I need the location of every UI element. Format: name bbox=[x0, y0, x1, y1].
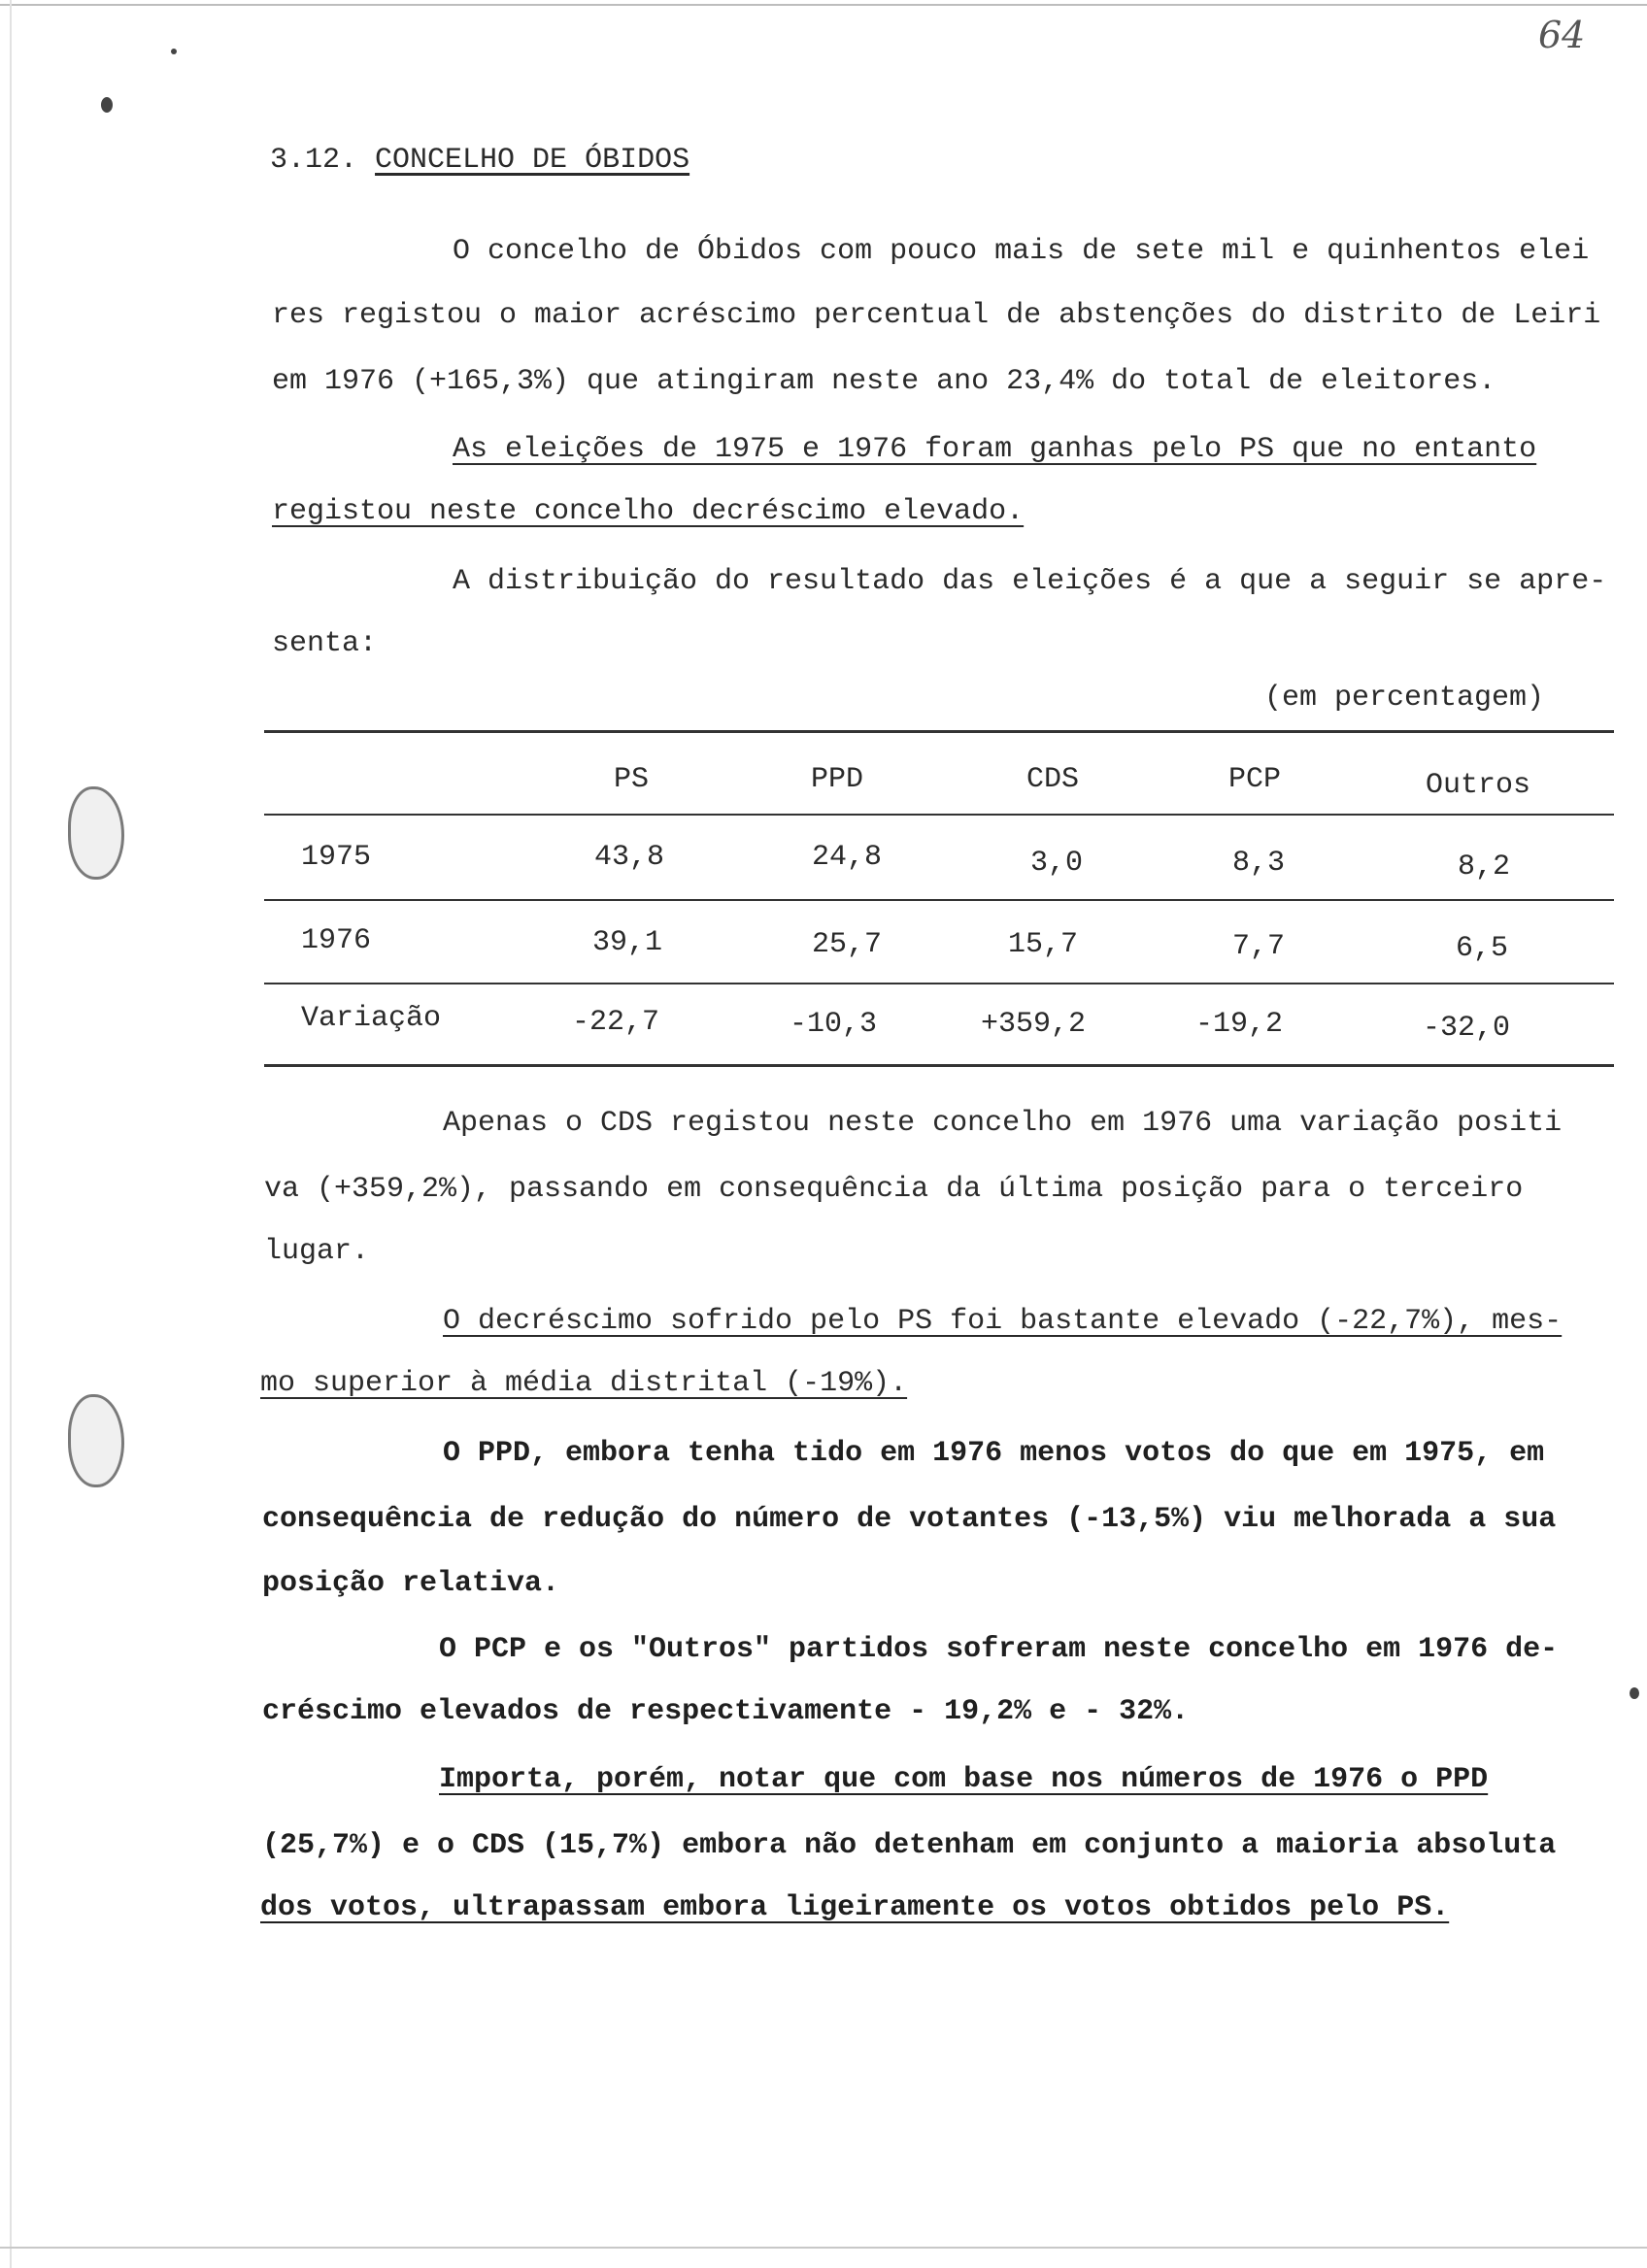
text-line: O PCP e os "Outros" partidos sofreram neste concelho em 1976 de- bbox=[439, 1633, 1559, 1666]
text-line: consequência de redução do número de votantes (-13,5%) viu melhorada a sua bbox=[262, 1503, 1557, 1536]
ink-speck bbox=[1630, 1687, 1639, 1699]
text-line-underlined: registou neste concelho decréscimo elevado. bbox=[272, 495, 1025, 528]
text-line-underlined: As eleições de 1975 e 1976 foram ganhas pelo PS que no entanto bbox=[453, 433, 1537, 466]
text-line: A distribuição do resultado das eleições é a que a seguir se apre- bbox=[453, 565, 1607, 598]
table-cell: 8,2 bbox=[1457, 850, 1511, 884]
table-cell: 25,7 bbox=[811, 928, 883, 961]
text-line-underlined: O decréscimo sofrido pelo PS foi bastante elevado (-22,7%), mes- bbox=[443, 1305, 1563, 1338]
section-number: 3.12. bbox=[270, 144, 358, 177]
table-cell: 39,1 bbox=[591, 926, 663, 959]
table-rule-header bbox=[264, 814, 1614, 816]
table-cell: -19,2 bbox=[1194, 1008, 1284, 1041]
text-line: posição relativa. bbox=[262, 1567, 560, 1600]
text-line: va (+359,2%), passando em consequência da última posição para o terceiro bbox=[264, 1173, 1524, 1206]
ink-speck bbox=[101, 97, 113, 113]
table-cell: 8,3 bbox=[1231, 847, 1286, 880]
top-edge-line bbox=[0, 4, 1647, 6]
text-line: res registou o maior acréscimo percentual de abstenções do distrito de Leiri bbox=[272, 299, 1601, 332]
table-cell: -22,7 bbox=[571, 1006, 660, 1039]
table-rule-row bbox=[264, 983, 1614, 984]
punch-hole-bottom bbox=[68, 1394, 124, 1487]
text-line: O concelho de Óbidos com pouco mais de sete mil e quinhentos elei bbox=[453, 235, 1590, 268]
left-margin-line bbox=[10, 0, 12, 2268]
text-line: Apenas o CDS registou neste concelho em 1976 uma variação positi bbox=[443, 1107, 1563, 1140]
table-row-label: 1976 bbox=[301, 924, 372, 957]
table-unit-note: (em percentagem) bbox=[1264, 682, 1545, 715]
text-line: senta: bbox=[272, 627, 378, 660]
table-header-cell: Outros bbox=[1425, 769, 1531, 802]
text-line-underlined: dos votos, ultrapassam embora ligeiramente os votos obtidos pelo PS. bbox=[260, 1891, 1450, 1924]
table-row-label: 1975 bbox=[301, 841, 372, 874]
section-heading bbox=[270, 144, 689, 177]
table-cell: 43,8 bbox=[593, 841, 665, 874]
text-line: créscimo elevados de respectivamente - 19,2% e - 32%. bbox=[262, 1695, 1190, 1728]
table-cell: 6,5 bbox=[1455, 932, 1509, 965]
table-header-cell: PS bbox=[613, 763, 650, 796]
text-line-underlined: Importa, porém, notar que com base nos números de 1976 o PPD bbox=[439, 1763, 1489, 1796]
table-rule-row bbox=[264, 899, 1614, 901]
section-title: CONCELHO DE ÓBIDOS bbox=[375, 144, 690, 177]
table-cell: 15,7 bbox=[1007, 928, 1079, 961]
punch-hole-top bbox=[68, 786, 124, 880]
ink-speck bbox=[171, 49, 177, 54]
page-number: 64 bbox=[1538, 14, 1586, 56]
text-line-underlined: mo superior à média distrital (-19%). bbox=[260, 1367, 908, 1400]
table-cell: 7,7 bbox=[1231, 930, 1286, 963]
table-cell: +359,2 bbox=[980, 1008, 1087, 1041]
table-header-cell: PCP bbox=[1227, 763, 1282, 796]
table-cell: -32,0 bbox=[1422, 1012, 1511, 1045]
table-cell: 24,8 bbox=[811, 841, 883, 874]
table-rule-bottom bbox=[264, 1064, 1614, 1067]
table-header-cell: CDS bbox=[1025, 763, 1080, 796]
table-row-label: Variação bbox=[301, 1002, 442, 1035]
table-cell: -10,3 bbox=[789, 1008, 878, 1041]
bottom-edge-line bbox=[0, 2247, 1647, 2249]
text-line: O PPD, embora tenha tido em 1976 menos votos do que em 1975, em bbox=[443, 1437, 1545, 1470]
text-line: lugar. bbox=[264, 1235, 370, 1268]
table-cell: 3,0 bbox=[1029, 847, 1084, 880]
text-line: (25,7%) e o CDS (15,7%) embora não detenham em conjunto a maioria absoluta bbox=[262, 1829, 1557, 1862]
table-rule-top bbox=[264, 730, 1614, 733]
table-header-cell: PPD bbox=[810, 763, 864, 796]
text-line: em 1976 (+165,3%) que atingiram neste ano 23,4% do total de eleitores. bbox=[272, 365, 1496, 398]
